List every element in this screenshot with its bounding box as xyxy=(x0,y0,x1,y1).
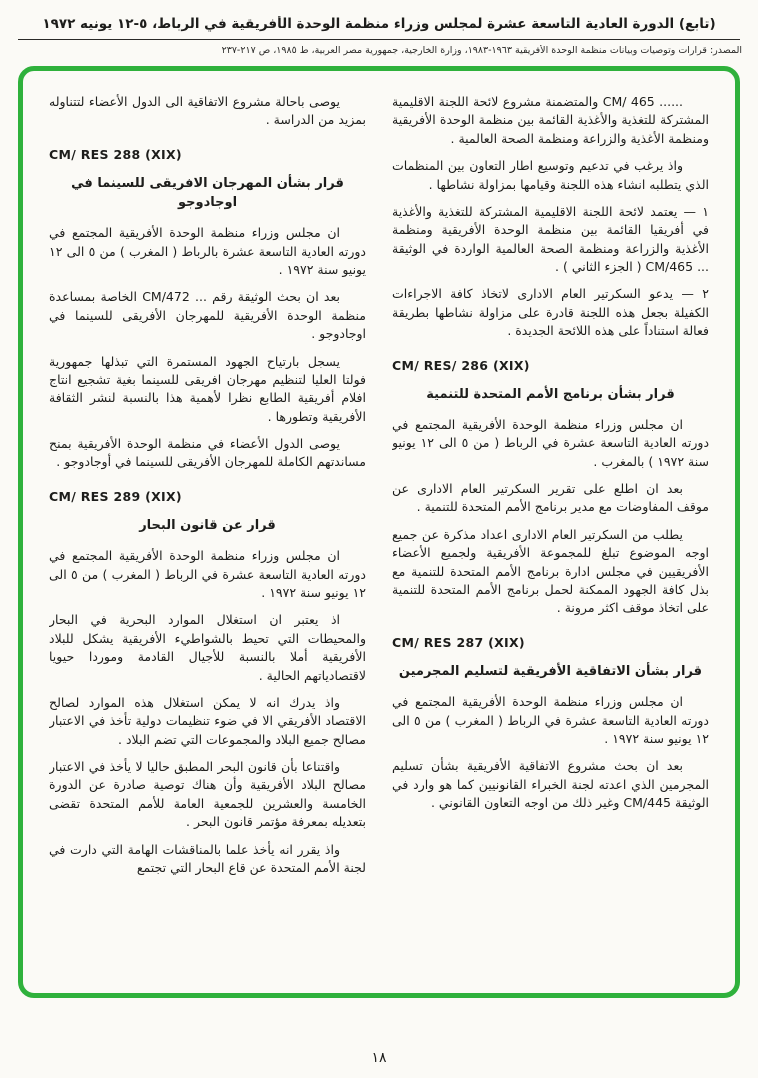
resolution-code: CM/ RES 289 (XIX) xyxy=(49,488,182,504)
resolution-title: قرار بشأن المهرجان الافريقى للسينما في اوجادوجو xyxy=(71,176,344,211)
paragraph: يوصى باحالة مشروع الاتفاقية الى الدول الأعضاء لتتناوله بمزيد من الدراسة . xyxy=(49,94,366,128)
page-header xyxy=(0,0,758,56)
paragraph: بعد ان بحث مشروع الاتفاقية الأفريقية بشأن تسليم المجرمين الذي اعدته لجنة الخبراء القانونيين كما هو وارد في الوثيقة CM/445 وغير ذلك من اوجه التعاون القانوني . xyxy=(392,758,709,811)
paragraph: واذ يدرك انه لا يمكن استغلال هذه الموارد لصالح الاقتصاد الأفريقي الا في ضوء تنظيمات دولية تأخذ في الاعتبار مصالح جميع البلاد والمجموعات التي تضم البلاد . xyxy=(49,694,366,747)
paragraph: اذ يعتبر ان استغلال الموارد البحرية في البحار والمحيطات التي تحيط بالشواطيء الأفريقية يشكل للبلاد الأفريقية أملا بالنسبة للأجيال القادمة وموردا حيويا لاقتصادياتهم الحالية . xyxy=(49,612,366,683)
column-right xyxy=(392,93,709,975)
paragraph: ان مجلس وزراء منظمة الوحدة الأفريقية المجتمع في دورته العادية التاسعة عشرة في الرباط ( من ٥ الى ١٢ يونيو سنة ١٩٧٢ ) بالمغرب . xyxy=(392,416,709,469)
paragraph: يوصى الدول الأعضاء في منظمة الوحدة الأفريقية بمنح مساندتهم الكاملة للمهرجان الأفريقى للسينما في أوجادوجو . xyxy=(49,436,366,470)
content-frame xyxy=(18,66,740,998)
numbered-clause: ٢ — يدعو السكرتير العام الادارى لاتخاذ كافة الاجراءات الكفيلة بجعل هذه اللجنة قادرة على مزاولة نشاطها بطريقة فعالة استناداً على هذه اللائحة الجديدة . xyxy=(392,286,709,339)
two-column-layout xyxy=(49,93,709,975)
paragraph: ان مجلس وزراء منظمة الوحدة الأفريقية المجتمع في دورته العادية التاسعة عشرة بالرباط ( المغرب ) من ٥ الى ١٢ يونيو سنة ١٩٧٢ . xyxy=(49,225,366,278)
page-title: (تابع) الدورة العادية التاسعة عشرة لمجلس وزراء منظمة الوحدة الأفريقية في الرباط، ٥-١٢ يونيه ١٩٧٢ xyxy=(42,16,716,32)
source-line: المصدر: قرارات وتوصيات وبيانات منظمة الوحدة الأفريقية ١٩٦٣-١٩٨٣، وزارة الخارجية، جمهورية مصر العربية، ط ١٩٨٥، ص ٢١٧-٢٣٧ xyxy=(221,45,742,56)
paragraph: واقتناعا بأن قانون البحر المطبق حاليا لا يأخذ في الاعتبار مصالح البلاد الأفريقية وأن هناك توصية صادرة عن الدورة الخامسة والعشرين للجمعية العامة للأمم المتحدة تقضى بتعديله بمعرفة مؤتمر قانون البحر . xyxy=(49,759,366,830)
paragraph: ان مجلس وزراء منظمة الوحدة الأفريقية المجتمع في دورته العادية التاسعة عشرة في الرباط ( المغرب ) من ٥ الى ١٢ يونيو سنة ١٩٧٢ . xyxy=(49,548,366,601)
column-left xyxy=(49,93,366,975)
resolution-title: قرار بشأن الاتفاقية الأفريقية لتسليم المجرمين xyxy=(398,664,703,680)
paragraph: ان مجلس وزراء منظمة الوحدة الأفريقية المجتمع في دورته العادية التاسعة عشرة في الرباط ( المغرب ) من ٥ الى ١٢ يونيو سنة ١٩٧٢ . xyxy=(392,694,709,746)
paragraph: بعد ان بحث الوثيقة رقم ... CM/472 الخاصة بمساعدة منظمة الوحدة الأفريقية للمهرجان الأفريقى للسينما في اوجادوجو . xyxy=(49,289,366,342)
resolution-title: قرار بشأن برنامج الأمم المتحدة للتنمية xyxy=(426,386,675,402)
resolution-code: CM/ RES 288 (XIX) xyxy=(49,146,182,162)
resolution-code: CM/ RES 287 (XIX) xyxy=(392,634,525,650)
resolution-title: قرار عن قانون البحار xyxy=(139,518,276,534)
paragraph: يسجل بارتياح الجهود المستمرة التي تبذلها جمهورية فولتا العليا لتنظيم مهرجان افريقى للسينما بغية تشجيع انتاج افلام أفريقية الطابع نظرا لأهمية هذا بالنسبة لنشر الثقافة الأفريقية وتطورها . xyxy=(49,353,366,424)
paragraph: يطلب من السكرتير العام الادارى اعداد مذكرة عن جميع اوجه الموضوع تبلغ للمجموعة الأفريقية ولجميع الأعضاء الأفريقيين في مجلس ادارة برنامج الأمم المتحدة للتنمية مع بذل كافة الجهود الممكنة لحمل برنامج الأمم المتحدة للتنمية على اتخاذ موقف اكثر مرونة . xyxy=(392,526,709,616)
header-divider xyxy=(18,39,740,40)
paragraph: بعد ان اطلع على تقرير السكرتير العام الادارى عن موقف المفاوضات مع مدير برنامج الأمم المتحدة للتنمية . xyxy=(392,481,709,515)
paragraph: واذ يرغب في تدعيم وتوسيع اطار التعاون بين المنظمات الذي يتطلبه انشاء هذه اللجنة وقيامها بمزاولة نشاطها . xyxy=(392,158,709,192)
paragraph: واذ يقرر انه يأخذ علما بالمناقشات الهامة التي دارت في لجنة الأمم المتحدة عن قاع البحار التي تجتمع xyxy=(49,841,366,875)
page-number: ١٨ xyxy=(371,1050,387,1066)
resolution-code: CM/ RES/ 286 (XIX) xyxy=(392,357,530,373)
paragraph: ...... CM/ 465 والمتضمنة مشروع لائحة اللجنة الاقليمية المشتركة للتغذية والأغذية القائمة بين منظمة الوحدة الأفريقية ومنظمة الأغذية والزراعة ومنظمة الصحة العالمية . xyxy=(392,94,709,146)
numbered-clause: ١ — يعتمد لائحة اللجنة الاقليمية المشتركة للتغذية والأغذية في أفريقيا القائمة بين منظمة الوحدة الأفريقية ومنظمة الأغذية والزراعة ومنظمة الصحة العالمية الواردة في الوثيقة ... CM/465 ( الجزء الثاني ) . xyxy=(392,203,709,274)
